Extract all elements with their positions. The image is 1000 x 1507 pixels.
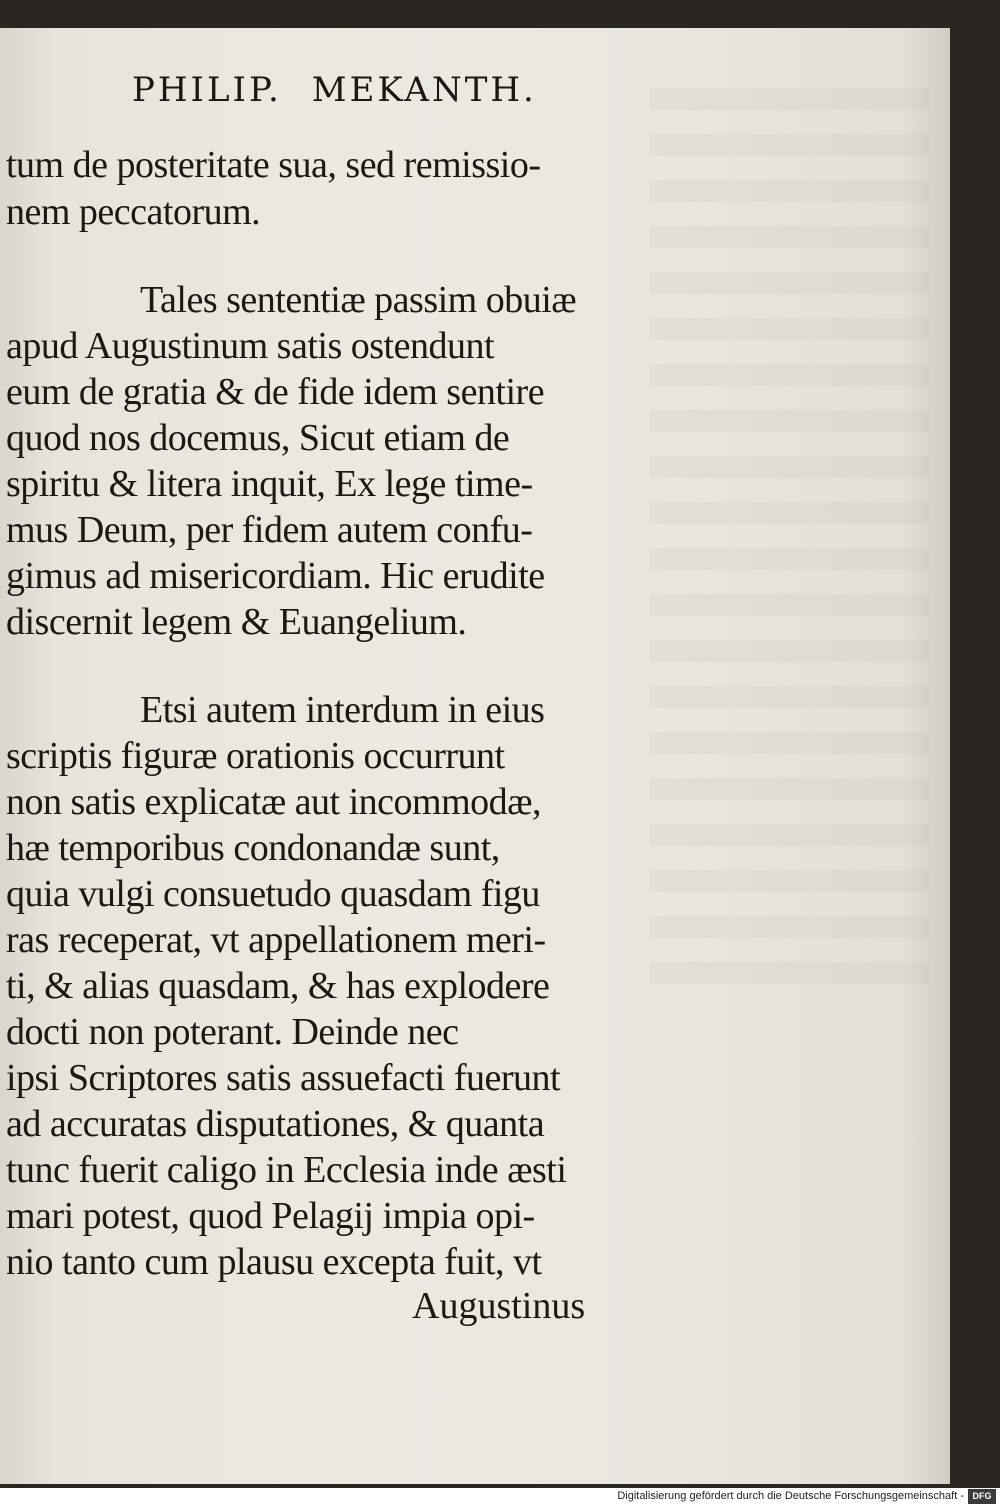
running-head-word-1: PHILIP. (132, 70, 282, 110)
book-page (0, 28, 950, 1484)
catchword: Augustinus (412, 1285, 586, 1327)
text-line: spiritu & litera inquit, Ex lege time- (6, 463, 533, 505)
dfg-logo: DFG (968, 1489, 996, 1504)
digitization-footer (0, 1488, 1000, 1507)
text-line: ti, & alias quasdam, & has explodere (6, 965, 550, 1007)
text-line: discernit legem & Euangelium. (6, 601, 467, 643)
text-line: mus Deum, per fidem autem confu- (6, 509, 533, 551)
text-line: ad accuratas disputationes, & quanta (6, 1103, 545, 1145)
text-line: quia vulgi consuetudo quasdam figu (6, 873, 540, 915)
text-line: quod nos docemus, Sicut etiam de (6, 417, 510, 459)
text-line: ipsi Scriptores satis assuefacti fuerunt (6, 1057, 561, 1099)
text-line: docti non poterant. Deinde nec (6, 1011, 459, 1053)
text-line: Tales sententiæ passim obuiæ (140, 279, 577, 321)
text-line: apud Augustinum satis ostendunt (6, 325, 494, 367)
text-line: nio tanto cum plausu excepta fuit, vt (6, 1241, 542, 1283)
text-line: gimus ad misericordiam. Hic erudite (6, 555, 545, 597)
text-line: non satis explicatæ aut incommodæ, (6, 781, 541, 823)
text-line: ras receperat, vt appellationem meri- (6, 919, 546, 961)
text-line: mari potest, quod Pelagij impia opi- (6, 1195, 535, 1237)
text-line: eum de gratia & de fide idem sentire (6, 371, 545, 413)
running-head-word-2: MEKANTH. (311, 70, 537, 110)
funding-credit: Digitalisierung gefördert durch die Deutsche Forschungsgemeinschaft - (617, 1490, 964, 1502)
text-line: scriptis figuræ orationis occurrunt (6, 735, 505, 777)
text-line: Etsi autem interdum in eius (140, 689, 545, 731)
text-line: tum de posteritate sua, sed remissio- (6, 144, 541, 186)
text-line: nem peccatorum. (6, 191, 261, 233)
running-head (132, 70, 537, 110)
text-line: hæ temporibus condonandæ sunt, (6, 827, 500, 869)
show-through-area (650, 88, 930, 988)
text-line: tunc fuerit caligo in Ecclesia inde æsti (6, 1149, 567, 1191)
